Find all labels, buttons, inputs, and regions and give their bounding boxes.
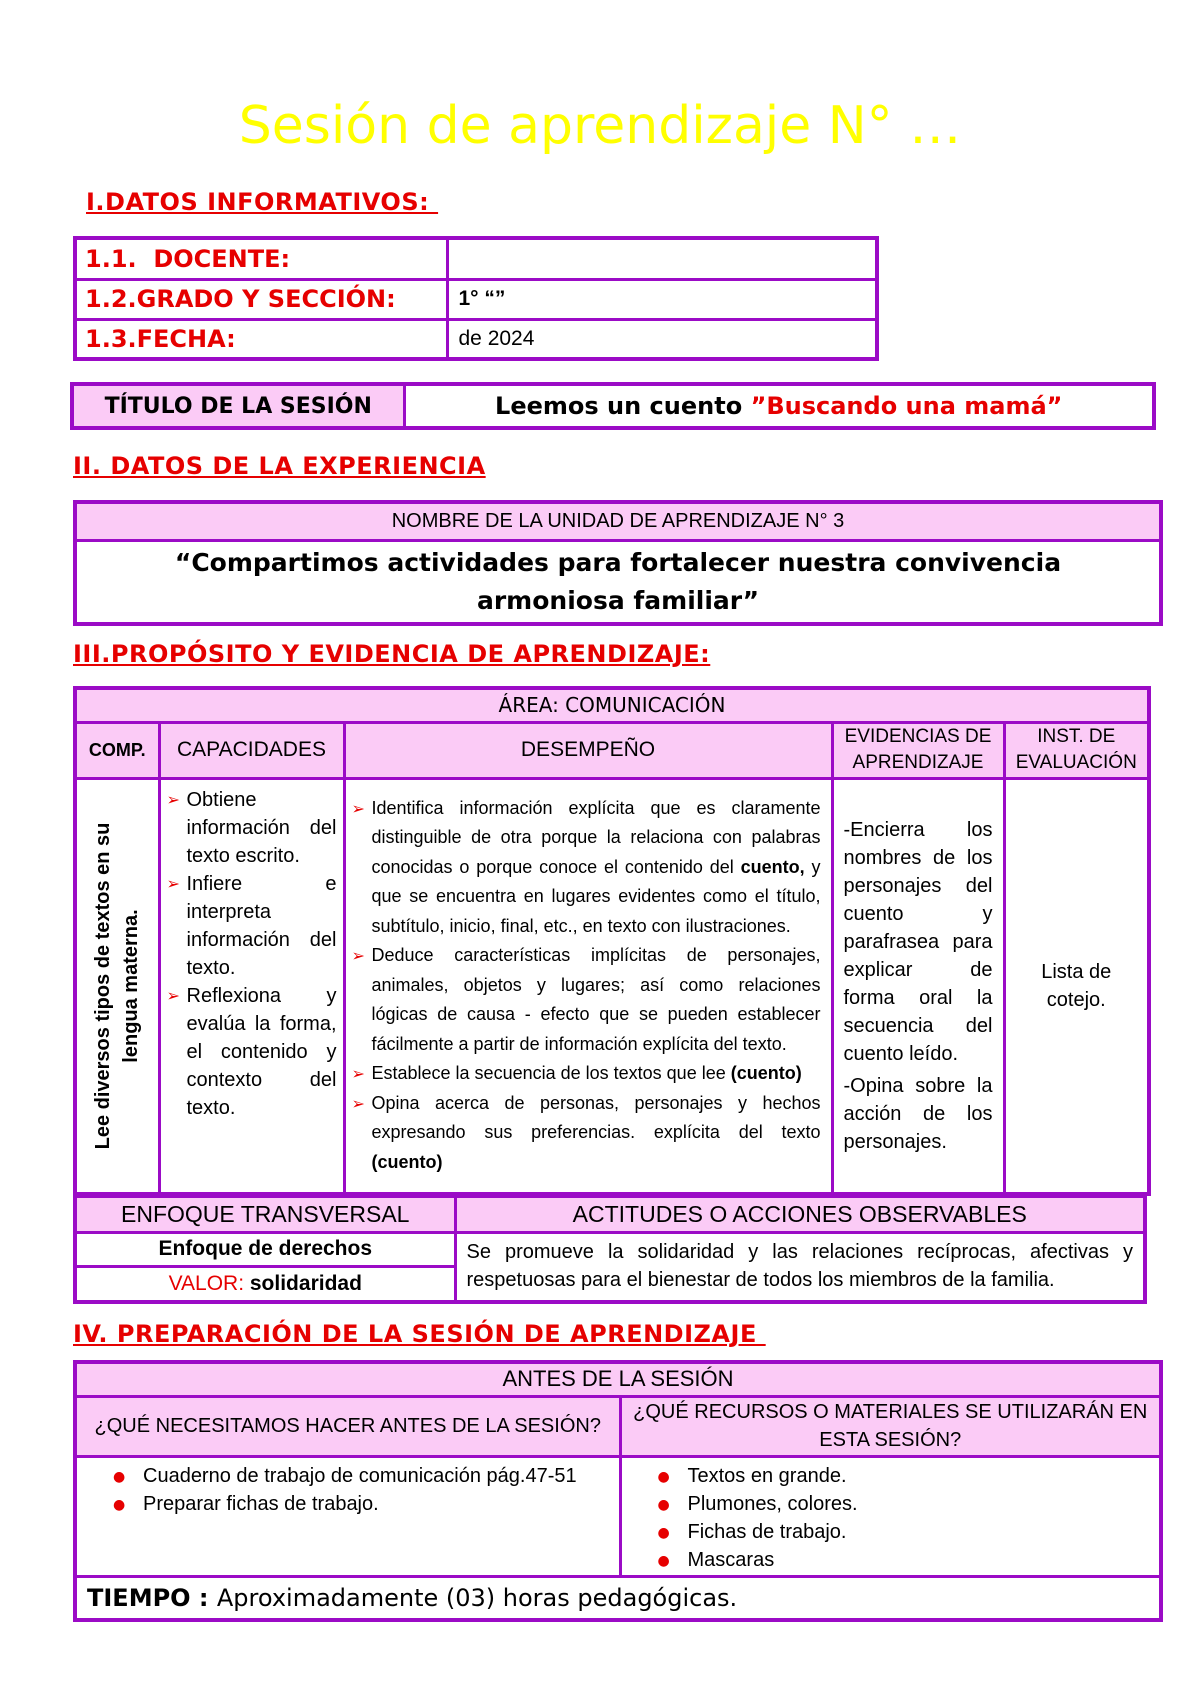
recurso-item: ● Plumones, colores. — [688, 1490, 1160, 1518]
section-heading-datos-experiencia: II. DATOS DE LA EXPERIENCIA — [73, 452, 486, 480]
competencia-cell — [75, 778, 159, 1194]
page-title: Sesión de aprendizaje N° … — [238, 96, 962, 156]
grado-value: 1° “” — [447, 279, 877, 319]
desempeno-item — [352, 941, 821, 1059]
titulo-sesion-name: ”Buscando una mamá” — [750, 392, 1063, 420]
desempeno-bold: cuento, — [740, 856, 805, 877]
tiempo-cell — [75, 1576, 1161, 1620]
desempeno-bold: (cuento) — [371, 1151, 443, 1172]
capacidades-list — [167, 786, 337, 1122]
col-capacidades: CAPACIDADES — [159, 722, 344, 778]
col-recursos: ¿QUÉ RECURSOS O MATERIALES SE UTILIZARÁN EN ESTA SESIÓN? — [620, 1396, 1161, 1456]
unidad-name: “Compartimos actividades para fortalecer nuestra convivencia armoniosa familiar” — [75, 540, 1161, 624]
capacidades-cell — [159, 778, 344, 1194]
valor-cell — [75, 1266, 455, 1302]
recurso-item: ● Textos en grande. — [688, 1462, 1160, 1490]
tiempo-label: TIEMPO : — [87, 1583, 217, 1612]
fecha-value: de 2024 — [447, 319, 877, 359]
desempeno-item — [352, 794, 821, 942]
hacer-item: ● Cuaderno de trabajo de comunicación pág.47-51 — [143, 1462, 619, 1490]
col-hacer: ¿QUÉ NECESITAMOS HACER ANTES DE LA SESIÓN? — [75, 1396, 620, 1456]
titulo-sesion-value — [404, 384, 1154, 428]
docente-label: 1.1. DOCENTE: — [75, 238, 447, 279]
desempeno-bold: (cuento) — [730, 1063, 802, 1083]
desempeno-item — [352, 1059, 821, 1089]
capacidad-item: ➢ Reflexiona y evalúa la forma, el contenido y contexto del texto. — [167, 982, 337, 1122]
col-comp: COMP. — [75, 722, 159, 778]
hacer-item: ● Preparar fichas de trabajo. — [143, 1490, 619, 1518]
col-evidencias: EVIDENCIAS DE APRENDIZAJE — [832, 722, 1004, 778]
capacidad-item: ➢ Obtiene información del texto escrito. — [167, 786, 337, 870]
preparacion-table — [73, 1360, 1163, 1622]
recursos-cell — [620, 1456, 1161, 1576]
instrumento-cell: Lista de cotejo. — [1004, 778, 1149, 1194]
col-inst: INST. DE EVALUACIÓN — [1004, 722, 1149, 778]
desempeno-text: Establece la secuencia de los textos que lee — [371, 1063, 731, 1083]
competencia-text: Lee diversos tipos de textos en su lengua materna. — [92, 822, 143, 1150]
grado-label: 1.2.GRADO Y SECCIÓN: — [75, 279, 447, 319]
enfoque-header: ENFOQUE TRANSVERSAL — [75, 1196, 455, 1232]
section-heading-proposito: III.PROPÓSITO Y EVIDENCIA DE APRENDIZAJE: — [73, 640, 711, 668]
desempeno-text: Deduce características implícitas de personajes, animales, objetos y lugares; así como relaciones lógicas de causa - efecto que se pueden establecer fácilmente a partir de información explícita del texto. — [371, 945, 821, 1054]
section-heading-datos-informativos: I.DATOS INFORMATIVOS: — [86, 188, 439, 216]
desempeno-text: y que se encuentra en lugares evidentes como el título, subtítulo, inicio, final, etc., en texto con ilustraciones. — [371, 856, 821, 936]
actitudes-header: ACTITUDES O ACCIONES OBSERVABLES — [455, 1196, 1145, 1232]
section-heading-preparacion: IV. PREPARACIÓN DE LA SESIÓN DE APRENDIZAJE — [73, 1320, 766, 1348]
datos-informativos-table — [73, 236, 879, 361]
tiempo-value: Aproximadamente (03) horas pedagógicas. — [216, 1583, 738, 1612]
desempeno-cell — [344, 778, 832, 1194]
capacidad-item: ➢ Infiere e interpreta información del texto. — [167, 870, 337, 982]
unidad-table — [73, 500, 1163, 626]
evidencias-cell — [832, 778, 1004, 1194]
titulo-sesion-prefix: Leemos un cuento — [495, 392, 751, 420]
titulo-sesion-label: TÍTULO DE LA SESIÓN — [72, 384, 404, 428]
enfoque-table — [73, 1194, 1147, 1304]
recurso-item: ● Mascaras — [688, 1546, 1160, 1574]
hacer-cell — [75, 1456, 620, 1576]
evidencia-item: -Encierra los nombres de los personajes del cuento y parafrasea para explicar de forma oral la secuencia del cuento leído. — [843, 818, 993, 1065]
unidad-header: NOMBRE DE LA UNIDAD DE APRENDIZAJE N° 3 — [75, 502, 1161, 540]
area-table — [73, 686, 1151, 1196]
desempeno-text: Opina acerca de personas, personajes y hechos expresando sus preferencias. explícita del texto — [371, 1092, 821, 1142]
actitudes-value: Se promueve la solidaridad y las relaciones recíprocas, afectivas y respetuosas para el bienestar de todos los miembros de la familia. — [455, 1232, 1145, 1302]
titulo-sesion-table — [70, 382, 1156, 430]
evidencia-item: -Opina sobre la acción de los personajes. — [843, 1074, 993, 1153]
antes-header: ANTES DE LA SESIÓN — [75, 1362, 1161, 1396]
docente-value — [447, 238, 877, 279]
recursos-list — [622, 1462, 1160, 1574]
desempeno-list — [352, 794, 821, 1178]
hacer-list — [77, 1462, 619, 1518]
area-header: ÁREA: COMUNICACIÓN — [75, 688, 1149, 722]
enfoque-value: Enfoque de derechos — [75, 1232, 455, 1266]
recurso-item: ● Fichas de trabajo. — [688, 1518, 1160, 1546]
valor-value: solidaridad — [244, 1271, 362, 1295]
col-desempeno: DESEMPEÑO — [344, 722, 832, 778]
fecha-label: 1.3.FECHA: — [75, 319, 447, 359]
desempeno-item — [352, 1089, 821, 1178]
valor-label: VALOR: — [168, 1271, 245, 1295]
desempeno-text: Identifica información explícita que es claramente distinguible de otra porque la relaciona con palabras conocidas o porque conoce el contenido del — [371, 797, 821, 877]
